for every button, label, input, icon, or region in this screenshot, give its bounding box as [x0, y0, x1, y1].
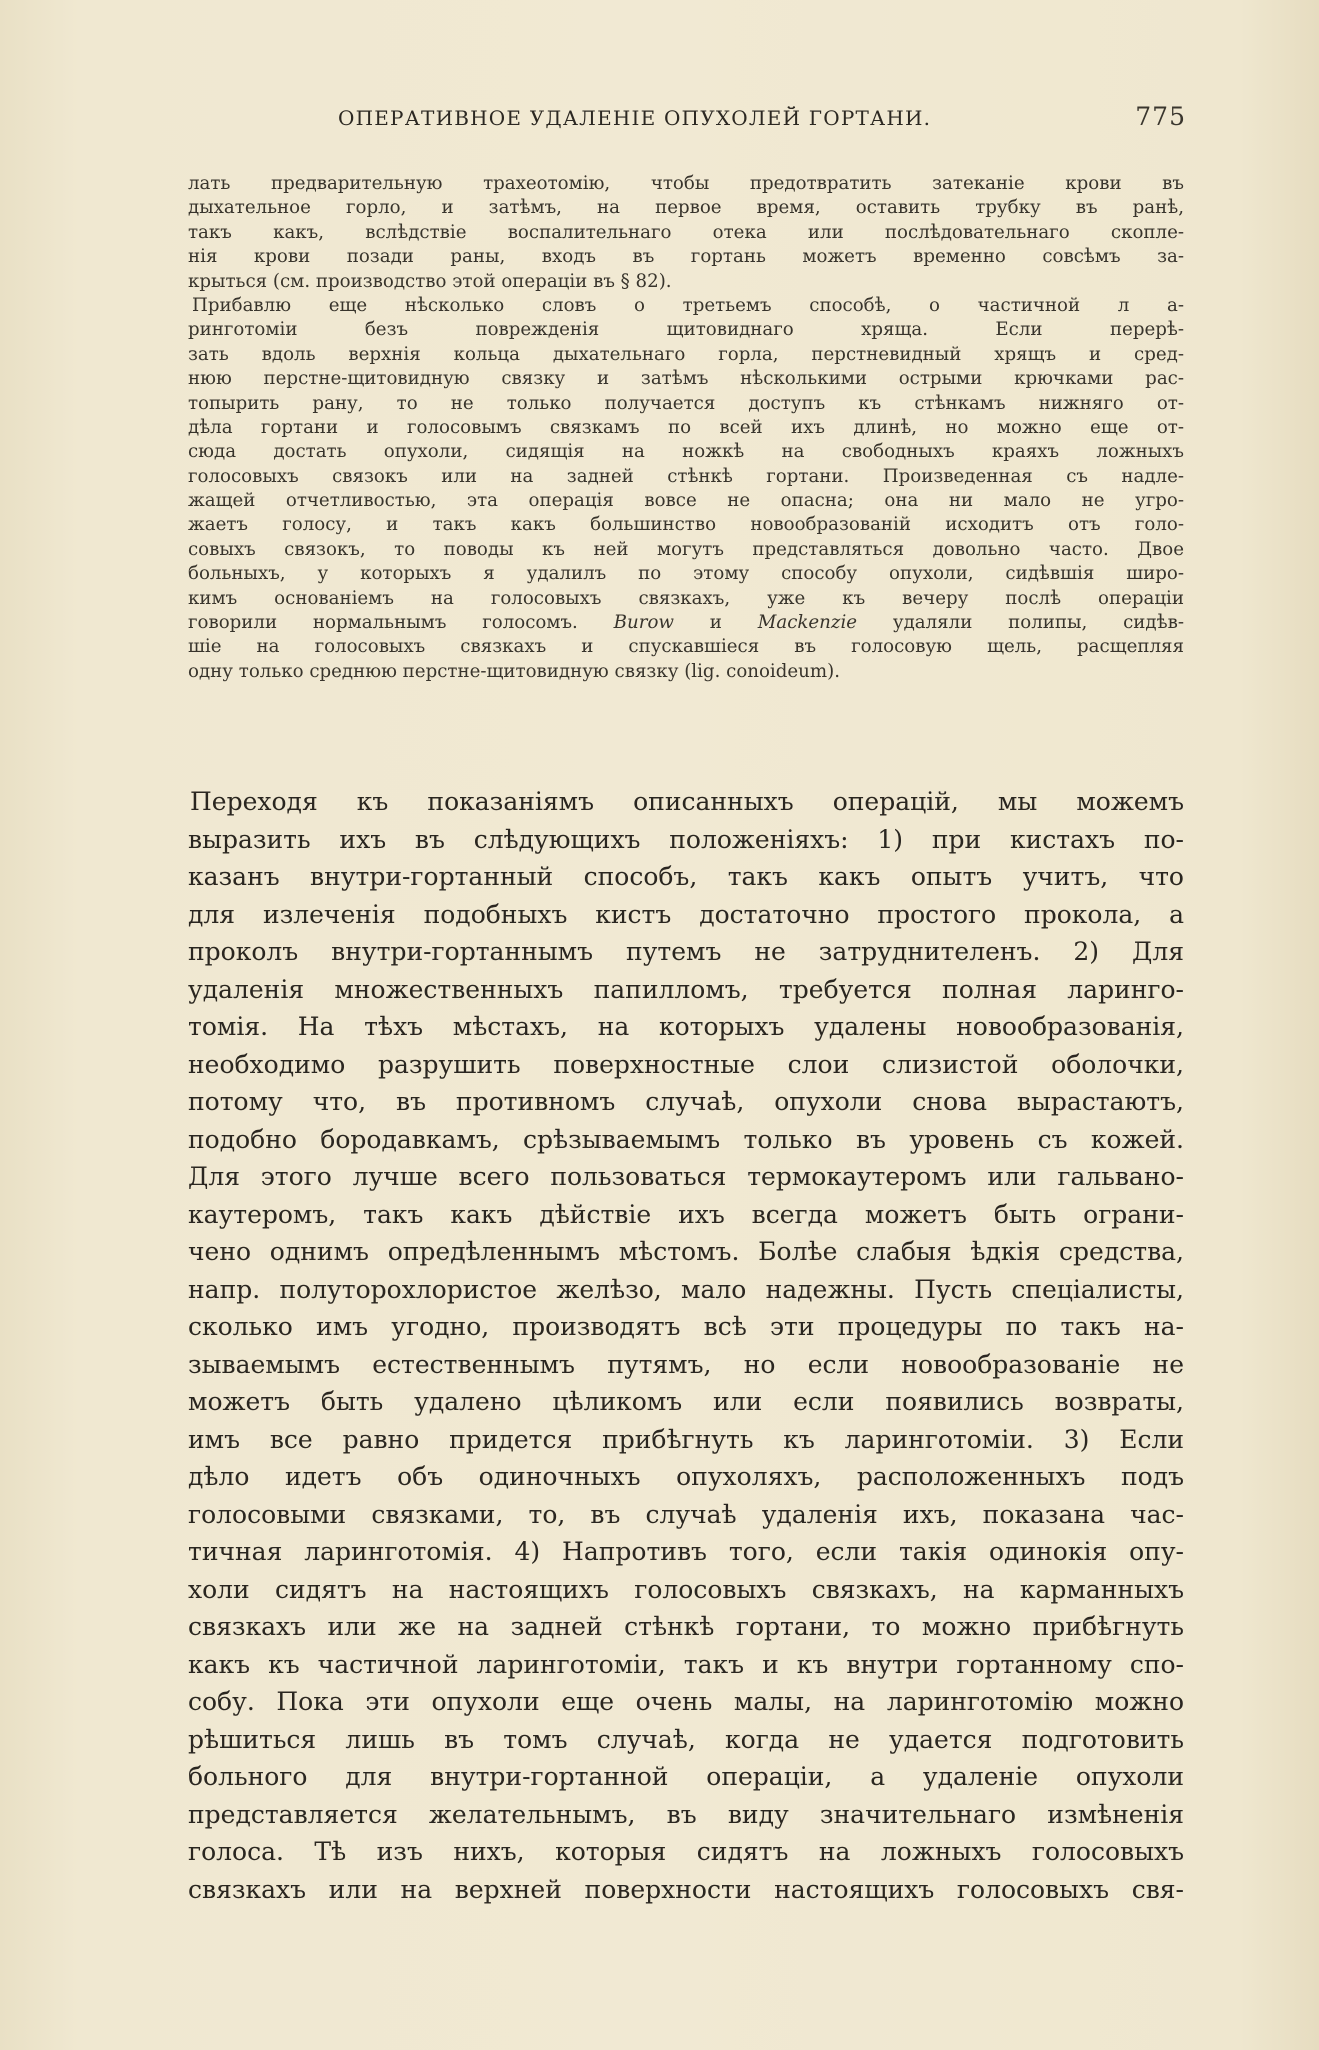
main-text-line: томія. На тѣхъ мѣстахъ, на которыхъ удалены новообразованія,: [188, 1012, 1184, 1041]
main-text-line: потому что, въ противномъ случаѣ, опухоли снова вырастаютъ,: [188, 1087, 1184, 1116]
main-text-line: можетъ быть удалено цѣликомъ или если появились возвраты,: [188, 1387, 1184, 1416]
main-text-line: связкахъ или на верхней поверхности настоящихъ голосовыхъ свя-: [188, 1874, 1184, 1904]
main-text-line: зываемымъ естественнымъ путямъ, но если новообразованіе не: [188, 1349, 1184, 1379]
main-text-line: сколько имъ угодно, производятъ всѣ эти процедуры по такъ на-: [188, 1312, 1184, 1341]
main-text-line: какъ къ частичной ларинготоміи, такъ и къ внутри гортанному спо-: [188, 1649, 1184, 1679]
main-text-line: больного для внутри-гортанной операціи, а удаленіе опухоли: [188, 1762, 1184, 1791]
main-text-line: для излеченія подобныхъ кистъ достаточно простого прокола, а: [188, 899, 1184, 929]
author-name-mackenzie: Mackenzie: [757, 612, 858, 634]
main-text-line: Переходя къ показаніямъ описанныхъ операцій, мы можемъ: [190, 787, 1184, 816]
main-text-line: чено однимъ опредѣленнымъ мѣстомъ. Болѣе слабыя ѣдкія средства,: [188, 1237, 1184, 1266]
small-text-line: больныхъ, у которыхъ я удалилъ по этому способу опухоли, сидѣвшія широ-: [188, 563, 1184, 585]
small-text-line: нюю перстне-щитовидную связку и затѣмъ нѣсколькими острыми крючками рас-: [188, 368, 1184, 390]
small-text-line: такъ какъ, вслѣдствіе воспалительнаго отека или послѣдовательнаго скопле-: [188, 221, 1184, 243]
main-text-line: тичная ларинготомія. 4) Напротивъ того, если такія одинокія опу-: [188, 1537, 1184, 1566]
small-text-line: жащей отчетливостью, эта операція вовсе не опасна; она ни мало не угро-: [188, 490, 1184, 512]
small-text-line: зать вдоль верхнія кольца дыхательнаго горла, перстневидный хрящъ и сред-: [188, 343, 1184, 365]
main-text-line: каутеромъ, такъ какъ дѣйствіе ихъ всегда можетъ быть ограни-: [188, 1199, 1184, 1229]
small-text-line: дѣла гортани и голосовымъ связкамъ по всей ихъ длинѣ, но можно еще от-: [188, 416, 1184, 438]
small-text-fragment: и: [709, 612, 722, 634]
main-text-line: связкахъ или же на задней стѣнкѣ гортани, то можно прибѣгнуть: [188, 1612, 1184, 1641]
main-text-line: рѣшиться лишь въ томъ случаѣ, когда не удается подготовить: [188, 1724, 1184, 1754]
small-text-line: крыться (см. производство этой операціи въ § 82).: [188, 270, 672, 292]
main-text-line: Для этого лучше всего пользоваться термокаутеромъ или гальвано-: [188, 1162, 1184, 1191]
page-header: [338, 102, 1186, 138]
main-text-line: дѣло идетъ объ одиночныхъ опухоляхъ, расположенныхъ подъ: [188, 1462, 1184, 1491]
main-text-line: собу. Пока эти опухоли еще очень малы, на ларинготомію можно: [188, 1687, 1184, 1716]
small-text-line: Прибавлю еще нѣсколько словъ о третьемъ способѣ, о частичной л а-: [192, 294, 1184, 316]
small-text-line: дыхательное горло, и затѣмъ, на первое время, оставить трубку въ ранѣ,: [188, 197, 1184, 219]
small-text-line: совыхъ связокъ, то поводы къ ней могутъ представляться довольно часто. Двое: [188, 538, 1184, 560]
small-text-line: шіе на голосовыхъ связкахъ и спускавшіеся въ голосовую щель, расщепляя: [188, 636, 1184, 658]
small-text-line: голосовыхъ связокъ или на задней стѣнкѣ гортани. Произведенная съ надле-: [188, 465, 1184, 487]
main-text-line: удаленія множественныхъ папилломъ, требуется полная ларинго-: [188, 974, 1184, 1004]
main-paragraph: [188, 783, 1184, 1908]
small-text-fragment: удаляли полипы, сидѣв-: [892, 612, 1184, 634]
small-text-line: нія крови позади раны, входъ въ гортань можетъ временно совсѣмъ за-: [188, 246, 1184, 268]
running-title: ОПЕРАТИВНОЕ УДАЛЕНІЕ ОПУХОЛЕЙ ГОРТАНИ.: [338, 106, 932, 130]
main-text-line: казанъ внутри-гортанный способъ, такъ какъ опытъ учитъ, что: [188, 862, 1184, 891]
small-text-line-with-names: [188, 611, 1184, 635]
small-text-line: лать предварительную трахеотомію, чтобы предотвратить затеканіе крови въ: [188, 173, 1184, 194]
small-print-paragraphs: [188, 172, 1184, 684]
small-text-fragment: говорили нормальнымъ голосомъ.: [188, 612, 578, 634]
small-text-line: ринготоміи безъ поврежденія щитовиднаго хряща. Если перерѣ-: [188, 319, 1184, 341]
main-text-line: имъ все равно придется прибѣгнуть къ ларинготоміи. 3) Если: [188, 1424, 1184, 1454]
small-text-line: сюда достать опухоли, сидящія на ножкѣ на свободныхъ краяхъ ложныхъ: [188, 441, 1184, 463]
main-text-line: представляется желательнымъ, въ виду значительнаго измѣненія: [188, 1799, 1184, 1829]
main-text-line: холи сидятъ на настоящихъ голосовыхъ связкахъ, на карманныхъ: [188, 1574, 1184, 1604]
small-text-line: одну только среднюю перстне-щитовидную связку (lig. conoideum).: [188, 660, 840, 682]
small-text-line: жаетъ голосу, и такъ какъ большинство новообразованій исходитъ отъ голо-: [188, 514, 1184, 536]
page-number: 775: [1135, 102, 1186, 131]
main-text-line: выразить ихъ въ слѣдующихъ положеніяхъ: 1) при кистахъ по-: [188, 824, 1184, 854]
main-text-line: подобно бородавкамъ, срѣзываемымъ только въ уровень съ кожей.: [188, 1124, 1184, 1154]
main-text-line: голоса. Тѣ изъ нихъ, которыя сидятъ на ложныхъ голосовыхъ: [188, 1837, 1184, 1866]
main-text-line: напр. полуторохлористое желѣзо, мало надежны. Пусть спеціалисты,: [188, 1274, 1184, 1304]
small-text-line: кимъ основаніемъ на голосовыхъ связкахъ, уже къ вечеру послѣ операціи: [188, 587, 1184, 609]
small-text-line: топырить рану, то не только получается доступъ къ стѣнкамъ нижняго от-: [188, 392, 1184, 414]
main-text-line: проколъ внутри-гортаннымъ путемъ не затруднителенъ. 2) Для: [188, 937, 1184, 966]
author-name-burow: Burow: [613, 612, 674, 634]
main-text-line: необходимо разрушить поверхностные слои слизистой оболочки,: [188, 1049, 1184, 1079]
main-text-line: голосовыми связками, то, въ случаѣ удаленія ихъ, показана час-: [188, 1499, 1184, 1529]
